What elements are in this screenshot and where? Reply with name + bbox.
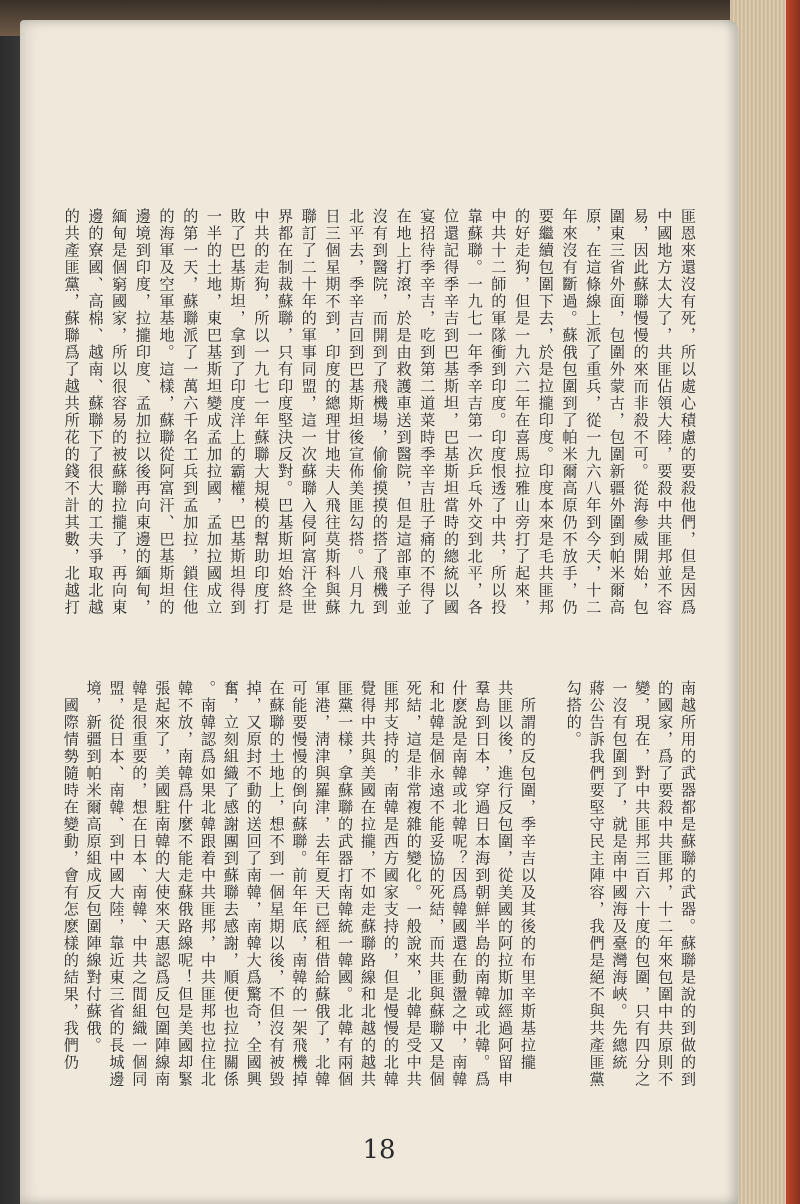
text-column: 韓是很重要的，想在日本、南韓、中共之間組織一個同: [130, 680, 149, 1088]
text-column: 的國家，爲了要殺中共匪邦，十二年來包圍中共原則不: [656, 680, 675, 1088]
text-column: 易，因此蘇聯慢慢的來而非殺不可。從海參威開始，包: [631, 208, 650, 616]
text-column: 國際情勢隨時在變動，會有怎麽樣的結果，我們仍: [61, 680, 80, 1071]
text-column: 邊境到印度，拉攏印度、孟加拉以後再向東邊的緬甸，: [133, 208, 152, 616]
text-column: 一半的土地，東巴基斯坦變成孟加拉國，孟加拉國成立: [204, 208, 223, 616]
text-column: 要繼續包圍下去，於是拉攏印度。印度本來是毛共匪邦: [536, 208, 555, 616]
text-column: 蔣公告訴我們要堅守民主陣容，我們是絕不與共產匪黨: [587, 680, 606, 1088]
text-column: 南越所用的武器都是蘇聯的武器。蘇聯是說的到做的到: [679, 680, 697, 1088]
text-column: 所謂的反包圍，季辛吉以及其後的布里辛斯基拉攏: [518, 680, 537, 1071]
upper-text-block: [60, 208, 700, 663]
text-column: 和北韓是個永遠不能妥協的死結，而共匪與蘇聯又是個: [427, 680, 446, 1088]
text-column: 匪邦支持的，南韓是西方國家支持的，但是慢慢的北韓: [381, 680, 400, 1088]
text-column: 位還記得季辛吉到巴基斯坦，巴基斯坦當時的總統以國: [441, 208, 460, 616]
text-column: 的第一天，蘇聯派了一萬六千名工兵到孟加拉，鎖住他: [181, 208, 200, 616]
text-column: 的海軍及空軍基地。這樣，蘇聯從阿富汗、巴基斯坦的: [157, 208, 176, 616]
text-column: 邊的寮國、高棉、越南、蘇聯下了很大的工夫爭取北越: [86, 208, 105, 616]
text-column: 中共的走狗，所以一九七一年蘇聯大規模的幫助印度打: [252, 208, 271, 616]
text-column: 掉，又原封不動的送回了南韓，南韓大爲驚奇，全國興: [244, 680, 263, 1088]
book-page-edges: [730, 0, 800, 1204]
text-column: 在蘇聯的土地上，想不到一個星期以後，不但沒有被毀: [267, 680, 286, 1088]
text-column: 敗了巴基斯坦，拿到了印度洋上的霸權，巴基斯坦得到: [228, 208, 247, 616]
text-column: 緬甸是個窮國家，所以很容易的被蘇聯拉攏了，再向東: [110, 208, 129, 616]
page-number: 18: [362, 1135, 396, 1165]
text-column: 境，新疆到帕米爾高原組成反包圍陣線對付蘇俄。: [84, 680, 103, 1054]
text-column: 在地上打滾，於是由救護車送到醫院，但是這部車子並: [394, 208, 413, 616]
text-column: 盟，從日本、南韓、到中國大陸，靠近東三省的長城邊: [107, 680, 126, 1088]
text-column: 軍港，淸津與羅津，去年夏天已經租借給蘇俄了，北韓: [313, 680, 332, 1088]
text-column: 中共十二師的軍隊衝到印度。印度恨透了中共，所以投: [489, 208, 508, 616]
text-column: 奮，立刻組織了感謝團到蘇聯去感謝，順便也拉拉關係: [221, 680, 240, 1088]
text-column: 變，現在，對中共匪邦三百六十度的包圍，只有四分之: [633, 680, 652, 1088]
text-column: 共匪以後，進行反包圍，從美國的阿拉斯加經過阿留申: [496, 680, 515, 1088]
text-column: 韓不放，南韓爲什麼不能走蘇俄路線呢！但是美國却緊: [176, 680, 195, 1088]
text-column: 宴招待季辛吉，吃到第二道菜時季辛吉肚子痛的不得了: [418, 208, 437, 616]
text-column: 北平去，季辛吉回到巴基斯坦後宣佈美匪勾搭。八月九: [347, 208, 366, 616]
text-column: 圍東三省外面，包圍外蒙古，包圍新疆外圍到帕米爾高: [607, 208, 626, 616]
text-column: 匪恩來還沒有死，所以處心積慮的要殺他們，但是因爲: [679, 208, 697, 616]
text-column: 匪黨一樣，拿蘇聯的武器打南韓統一韓國。北韓有兩個: [336, 680, 355, 1088]
text-column: 什麽說是南韓或北韓呢？因爲韓國還在動盪之中，南韓: [450, 680, 469, 1088]
text-column: 的好走狗，但是一九六二年在喜馬拉雅山旁打了起來，: [513, 208, 532, 616]
text-column: 沒有到醫院，而開到了飛機場，偷偷摸摸的搭了飛機到: [370, 208, 389, 616]
text-column: 界都在制裁蘇聯，只有印度堅決反對。巴基斯坦始終是: [276, 208, 295, 616]
text-column: 覺得中共與美國在拉攏，不如走蘇聯路線和北越的越共: [358, 680, 377, 1088]
text-column: 一沒有包圍到了，就是南中國海及臺灣海峽。先總統: [610, 680, 629, 1071]
text-column: 日三個星期不到，印度的總理甘地夫人飛往莫斯科與蘇: [323, 208, 342, 616]
text-column: 原，在這條線上派了重兵，從一九六八年到今天，十二: [584, 208, 603, 616]
text-column: 年來沒有斷過。蘇俄包圍到了帕米爾高原仍不放手，仍: [560, 208, 579, 616]
text-column: 死結，這是非常複雜的變化。一般說來，北韓是受中共: [404, 680, 423, 1088]
lower-text-block: [60, 680, 700, 1123]
text-column: 羣島到日本，穿過日本海到朝鮮半島的南韓或北韓。爲: [473, 680, 492, 1088]
text-column: 靠蘇聯。一九七一年季辛吉第一次乒乓外交到北平，各: [465, 208, 484, 616]
text-column: 的共產匪黨，蘇聯爲了越共所花的錢不計其數，北越打: [62, 208, 81, 616]
text-column: 可能要慢慢的倒向蘇聯。前年年底，南韓的一架飛機掉: [290, 680, 309, 1088]
text-column: 。南韓認爲如果北韓跟着中共匪邦，中共匪邦也拉住北: [198, 680, 217, 1088]
text-column: [541, 680, 563, 1123]
text-column: 中國地方太大了，共匪佔領大陸，要殺中共匪邦並不容: [655, 208, 674, 616]
text-column: 聯訂了二十年的軍事同盟，這一次蘇聯入侵阿富汗全世: [299, 208, 318, 616]
text-column: 張起來了，美國駐南韓的大使來天惠認爲反包圍陣線南: [153, 680, 172, 1088]
text-column: 勾搭的。: [564, 680, 583, 748]
book-page: [20, 20, 738, 1204]
